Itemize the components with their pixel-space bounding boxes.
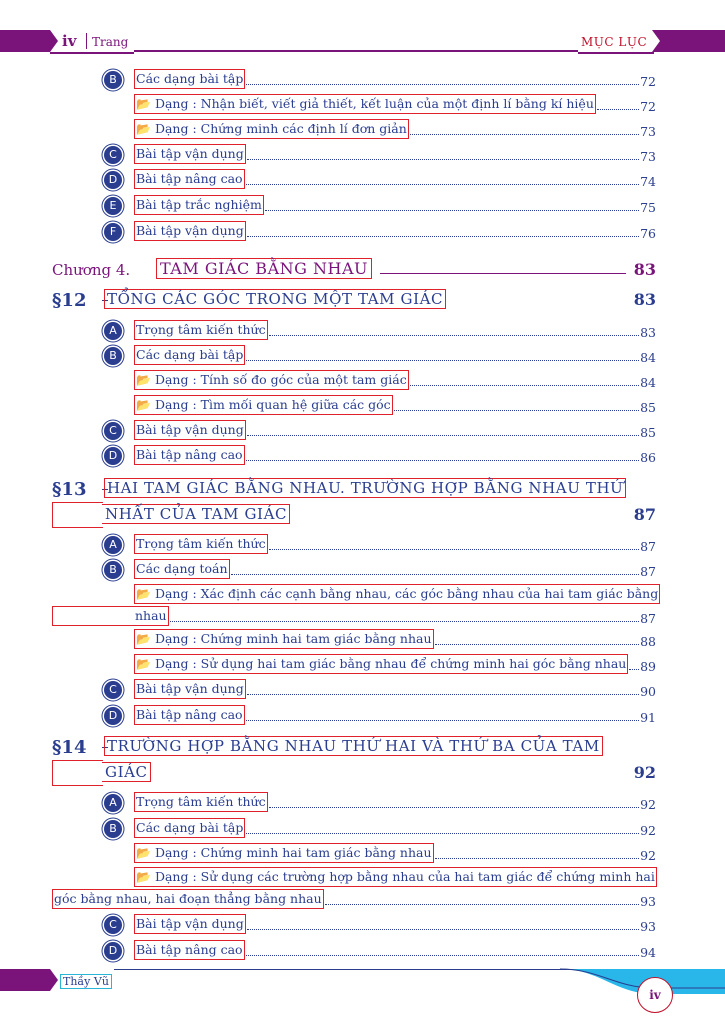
badge-c-icon: C [104, 916, 122, 934]
toc-entry-page: 75 [640, 200, 656, 215]
toc-entry-page: 84 [640, 375, 656, 390]
dot-leader [597, 108, 639, 110]
toc-subentry-label[interactable]: 📂 Dạng : Chứng minh hai tam giác bằng nhau [134, 629, 434, 649]
dot-leader [265, 209, 639, 211]
toc-entry[interactable] [104, 169, 656, 189]
page-header [0, 30, 725, 54]
toc-entry[interactable] [104, 534, 656, 554]
section-number: §12 [52, 290, 87, 311]
folder-open-icon: 📂 [136, 97, 151, 111]
dot-leader [247, 235, 639, 237]
chapter-page: 83 [633, 260, 656, 279]
toc-entry-page: 93 [640, 894, 656, 909]
footer-author: Thầy Vũ [60, 974, 112, 989]
toc-entry-page: 90 [640, 684, 656, 699]
toc-entry-page: 87 [640, 564, 656, 579]
toc-entry[interactable] [104, 914, 656, 934]
dot-leader [246, 359, 639, 361]
section-14-heading[interactable] [52, 734, 656, 790]
header-rule [134, 50, 578, 52]
dot-leader [247, 693, 639, 695]
toc-entry[interactable] [104, 445, 656, 465]
toc-subentry-label[interactable]: 📂 Dạng : Chứng minh các định lí đơn giản [134, 119, 409, 139]
badge-c-icon: C [104, 422, 122, 440]
toc-entry-label[interactable]: Bài tập vận dụng [134, 144, 246, 164]
toc-entry[interactable] [104, 69, 656, 89]
toc-subentry[interactable] [134, 94, 656, 114]
toc-entry-label[interactable]: Bài tập trắc nghiệm [134, 195, 264, 215]
badge-d-icon: D [104, 707, 122, 725]
dot-leader [246, 459, 640, 461]
dot-leader [246, 832, 639, 834]
wrap-box [52, 760, 103, 786]
section-number: §14 [52, 737, 87, 758]
folder-open-icon: 📂 [136, 632, 151, 646]
toc-subentry-label[interactable]: 📂 Dạng : Xác định các cạnh bằng nhau, các góc bằng nhau của hai tam giác bằng [134, 584, 660, 604]
toc-entry-page: 87 [640, 611, 656, 626]
section-page: 87 [633, 505, 656, 524]
toc-entry[interactable] [104, 320, 656, 340]
toc-entry-page: 73 [640, 149, 656, 164]
toc-subentry[interactable] [134, 119, 656, 139]
toc-entry-page: 76 [640, 226, 656, 241]
header-separator [86, 33, 87, 49]
dot-leader [246, 83, 639, 85]
toc-entry[interactable] [104, 195, 656, 215]
chapter-entry[interactable] [52, 255, 656, 279]
toc-entry-label[interactable]: Các dạng bài tập [134, 818, 245, 838]
badge-c-icon: C [104, 681, 122, 699]
toc-entry-page: 91 [640, 710, 656, 725]
folder-open-icon: 📂 [136, 846, 151, 860]
badge-d-icon: D [104, 942, 122, 960]
toc-entry[interactable] [104, 420, 656, 440]
badge-d-icon: D [104, 447, 122, 465]
toc-entry-page: 89 [640, 659, 656, 674]
chapter-rule [380, 273, 626, 274]
toc-entry-page: 94 [640, 945, 656, 960]
toc-entry-label[interactable]: Bài tập vận dụng [134, 420, 246, 440]
section-page: 83 [633, 290, 656, 309]
dot-leader [435, 643, 640, 645]
toc-subentry-cont[interactable] [52, 889, 656, 909]
section-title[interactable]: TỔNG CÁC GÓC TRONG MỘT TAM GIÁC [104, 289, 446, 309]
folder-open-icon: 📂 [136, 870, 151, 884]
badge-a-icon: A [104, 322, 122, 340]
toc-entry-label[interactable]: Trọng tâm kiến thức [134, 534, 268, 554]
toc-entry-page: 72 [640, 99, 656, 114]
toc-entry-page: 87 [640, 539, 656, 554]
header-page-label: Trang [92, 35, 129, 49]
header-section-label: MỤC LỤC [581, 35, 648, 49]
toc-entry[interactable] [104, 679, 656, 699]
toc-entry-page: 84 [640, 350, 656, 365]
footer-rule [114, 969, 584, 970]
badge-b-icon: B [104, 71, 122, 89]
toc-entry-page: 85 [640, 400, 656, 415]
toc-entry-label[interactable]: Bài tập nâng cao [134, 169, 245, 189]
chapter-number: Chương 4. [52, 261, 131, 279]
wrap-box [52, 502, 103, 528]
toc-subentry-label-cont[interactable]: nhau [52, 606, 169, 626]
toc-entry-label[interactable]: Các dạng bài tập [134, 345, 245, 365]
toc-subentry-cont[interactable] [52, 606, 656, 626]
dot-leader [231, 573, 640, 575]
toc-entry[interactable] [104, 792, 656, 812]
dot-leader [247, 434, 639, 436]
toc-entry-label[interactable]: Bài tập nâng cao [134, 705, 245, 725]
toc-subentry-label[interactable]: 📂 Dạng : Nhận biết, viết giả thiết, kết luận của một định lí bằng kí hiệu [134, 94, 596, 114]
chapter-title[interactable]: TAM GIÁC BẰNG NHAU [156, 258, 372, 279]
folder-open-icon: 📂 [136, 373, 151, 387]
section-13-heading[interactable] [52, 476, 656, 532]
toc-subentry-label[interactable]: 📂 Dạng : Sử dụng hai tam giác bằng nhau để chứng minh hai góc bằng nhau [134, 654, 628, 674]
toc-entry-page: 85 [640, 425, 656, 440]
toc-subentry-label[interactable]: 📂 Dạng : Tính số đo góc của một tam giác [134, 370, 409, 390]
badge-a-icon: A [104, 536, 122, 554]
header-bar-right [652, 30, 725, 52]
toc-entry-label[interactable]: Bài tập vận dụng [134, 914, 246, 934]
toc-entry-label[interactable]: Các dạng bài tập [134, 69, 245, 89]
toc-entry-page: 92 [640, 848, 656, 863]
toc-entry[interactable] [104, 705, 656, 725]
dot-leader [269, 548, 640, 550]
dot-leader [629, 668, 639, 670]
toc-entry-page: 92 [640, 797, 656, 812]
dot-leader [410, 133, 639, 135]
toc-entry-page: 72 [640, 74, 656, 89]
toc-entry[interactable] [104, 818, 656, 838]
badge-b-icon: B [104, 347, 122, 365]
header-page-number: iv [62, 32, 77, 50]
toc-entry[interactable] [104, 559, 656, 579]
badge-b-icon: B [104, 561, 122, 579]
toc-entry-label[interactable]: Bài tập vận dụng [134, 679, 246, 699]
toc-subentry[interactable] [134, 867, 656, 887]
toc-subentry-label[interactable]: 📂 Dạng : Sử dụng các trường hợp bằng nhau của hai tam giác để chứng minh hai [134, 867, 657, 887]
toc-entry-page: 92 [640, 823, 656, 838]
toc-entry-page: 73 [640, 124, 656, 139]
toc-subentry[interactable] [134, 654, 656, 674]
toc-entry-label[interactable]: Bài tập nâng cao [134, 940, 245, 960]
page-footer [0, 966, 725, 1024]
dot-leader [269, 806, 640, 808]
section-title[interactable]: HAI TAM GIÁC BẰNG NHAU. TRƯỜNG HỢP BẰNG NHAU THỨ [104, 478, 626, 498]
dot-leader [410, 384, 639, 386]
toc-entry-label[interactable]: Bài tập vận dụng [134, 221, 246, 241]
section-title-cont[interactable]: GIÁC [102, 762, 151, 782]
badge-e-icon: E [104, 197, 122, 215]
dot-leader [247, 928, 639, 930]
section-title[interactable]: TRƯỜNG HỢP BẰNG NHAU THỨ HAI VÀ THỨ BA CỦA TAM [104, 736, 603, 756]
toc-entry-page: 83 [640, 325, 656, 340]
toc-entry-page: 74 [640, 174, 656, 189]
dot-leader [247, 158, 639, 160]
folder-open-icon: 📂 [136, 122, 151, 136]
toc-entry[interactable] [104, 940, 656, 960]
dot-leader [246, 954, 640, 956]
folder-open-icon: 📂 [136, 398, 151, 412]
toc-subentry-label[interactable]: 📂 Dạng : Chứng minh hai tam giác bằng nhau [134, 843, 434, 863]
toc-entry[interactable] [104, 345, 656, 365]
toc-entry-label[interactable]: Các dạng toán [134, 559, 230, 579]
dot-leader [246, 719, 640, 721]
toc-subentry[interactable] [134, 395, 656, 415]
toc-entry-page: 93 [640, 919, 656, 934]
footer-page-number: iv [637, 977, 673, 1013]
dot-leader [325, 903, 639, 905]
dot-leader [435, 857, 640, 859]
dot-leader [246, 183, 640, 185]
section-page: 92 [633, 763, 656, 782]
section-number: §13 [52, 479, 87, 500]
badge-d-icon: D [104, 171, 122, 189]
toc-subentry[interactable] [134, 843, 656, 863]
toc-entry-label[interactable]: Trọng tâm kiến thức [134, 792, 268, 812]
folder-open-icon: 📂 [136, 657, 151, 671]
toc-entry-page: 88 [640, 634, 656, 649]
section-12-heading[interactable] [52, 288, 656, 316]
footer-bar-left [0, 969, 52, 991]
folder-open-icon: 📂 [136, 587, 151, 601]
dot-leader [170, 620, 639, 622]
section-title-cont[interactable]: NHẤT CỦA TAM GIÁC [102, 504, 290, 524]
toc-entry[interactable] [104, 144, 656, 164]
toc-subentry-label-cont[interactable]: góc bằng nhau, hai đoạn thẳng bằng nhau [52, 889, 324, 909]
header-bar-left [0, 30, 52, 52]
toc-entry[interactable] [104, 221, 656, 241]
toc-entry-label[interactable]: Bài tập nâng cao [134, 445, 245, 465]
toc-entry-label[interactable]: Trọng tâm kiến thức [134, 320, 268, 340]
badge-c-icon: C [104, 146, 122, 164]
toc-entry-page: 86 [640, 450, 656, 465]
badge-f-icon: F [104, 223, 122, 241]
toc-subentry-label[interactable]: 📂 Dạng : Tìm mối quan hệ giữa các góc [134, 395, 393, 415]
dot-leader [394, 409, 639, 411]
toc-subentry[interactable] [134, 370, 656, 390]
dot-leader [269, 334, 640, 336]
toc-subentry[interactable] [134, 629, 656, 649]
toc-subentry[interactable] [134, 584, 659, 604]
badge-b-icon: B [104, 820, 122, 838]
badge-a-icon: A [104, 794, 122, 812]
